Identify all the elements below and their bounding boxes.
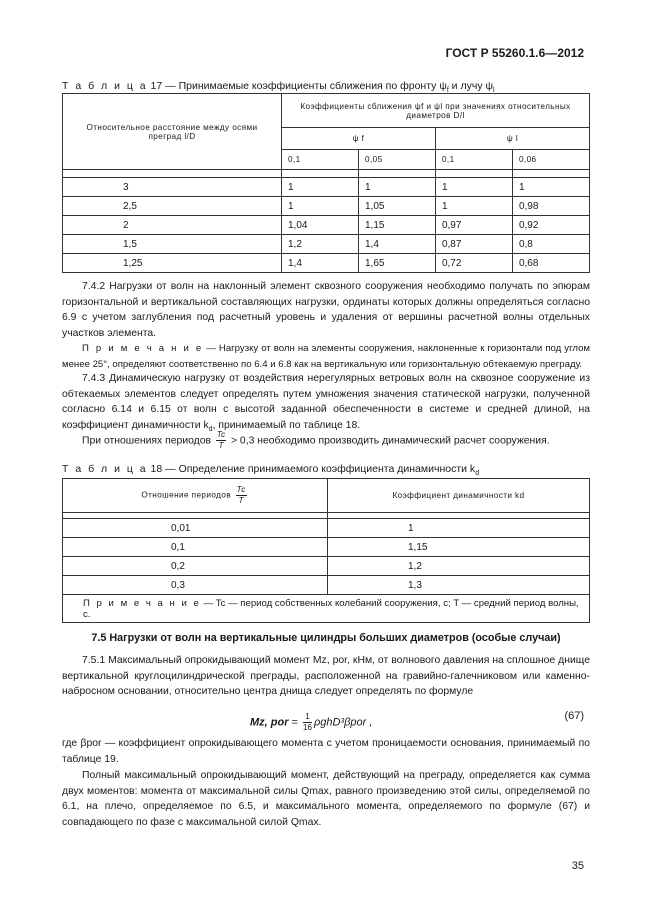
table-cell: 1,65 xyxy=(358,254,435,273)
fraction-numerator: Tc xyxy=(216,430,226,439)
table-18-note-text: — Tc — период собственных колебаний сооружения, с; T — средний период волны, с. xyxy=(83,597,579,620)
paragraph-7-4-3-sub: d xyxy=(208,425,213,433)
table-17-subheader: 0,05 xyxy=(358,150,435,170)
table-cell: 0,2 xyxy=(63,557,328,576)
table-17-caption xyxy=(62,80,495,94)
fraction-numerator: Tc xyxy=(236,485,246,494)
table-cell: 1,5 xyxy=(63,235,282,254)
table-17 xyxy=(62,93,590,273)
table-row xyxy=(63,576,590,595)
table-cell: 1,04 xyxy=(282,216,359,235)
paragraph-7-5-1: 7.5.1 Максимальный опрокидывающий момент Mz, por, кНм, от волнового давления на сплошное днище вертикальной круглоцилиндрической преграды, расположенной на гравийно-галечниковом или каменно-набросном основании, относительно центра днища следует определять по формуле xyxy=(62,655,590,697)
paragraph-7-4-3-text: 7.4.3 Динамическую нагрузку от воздействия нерегулярных ветровых волн на сквозное сооружение из обтекаемых элементов следует определять путем умножения значения статической нагрузки, полученной согласно 6.14 и 6.15 от волн с высотой заданной обеспеченности в системе и средней длиной, на коэффициент динамичности k xyxy=(62,373,590,431)
table-17-label: Т а б л и ц а xyxy=(62,80,148,92)
table-18-caption xyxy=(62,463,479,477)
formula-lhs: Mz, por xyxy=(250,716,289,729)
table-cell: 1 xyxy=(435,178,512,197)
paragraph-7-4-2: 7.4.2 Нагрузки от волн на наклонный элемент сквозного сооружения необходимо получать по эпюрам горизонтальной и вертикальной составляющих нагрузки, ординаты которых должны определяться согласно 6.9 с учетом заглубления под расчетный уровень и удаления от вершины расчетной волны отдельных участков элемента. xyxy=(62,281,590,339)
table-row xyxy=(63,519,590,538)
table-cell: 1,4 xyxy=(282,254,359,273)
period-ratio-line xyxy=(82,430,550,451)
fraction-denominator: T xyxy=(238,496,244,505)
table-row xyxy=(63,254,590,273)
period-ratio-fraction xyxy=(216,430,226,451)
table-18 xyxy=(62,478,590,623)
page-number: 35 xyxy=(571,860,584,872)
table-cell: 2 xyxy=(63,216,282,235)
table-cell: 1,2 xyxy=(282,235,359,254)
table-18-header-fraction xyxy=(236,485,247,506)
table-17-group-header: Коэффициенты сближения ψf и ψl при значениях относительных диаметров D/l xyxy=(282,94,590,128)
table-row xyxy=(63,557,590,576)
formula-where-clause: где βpor — коэффициент опрокидывающего момента с учетом проницаемости основания, принимаемый по таблице 19. xyxy=(62,738,590,765)
table-row xyxy=(63,235,590,254)
table-17-subheader: 0,06 xyxy=(512,150,589,170)
table-cell: 1 xyxy=(328,519,590,538)
table-cell: 1,3 xyxy=(328,576,590,595)
table-cell: 0,92 xyxy=(512,216,589,235)
paragraph-full-moment: Полный максимальный опрокидывающий момент, действующий на преграду, определяется как сумма двух моментов: момента от максимальной силы Qmax, равного произведению этой силы, определяемой по 6.1, на плечо, определяемое по 6.5, и максимального момента, определяемого по формуле (67) и совпадающего по фазе с максимальной силой Qmax. xyxy=(62,770,590,828)
table-cell: 0,98 xyxy=(512,197,589,216)
table-17-title-mid: и лучу ψ xyxy=(448,80,493,92)
fraction-numerator: 1 xyxy=(303,712,312,723)
table-18-title-sub: d xyxy=(475,470,480,478)
table-cell: 0,8 xyxy=(512,235,589,254)
table-row xyxy=(63,197,590,216)
table-row xyxy=(63,216,590,235)
table-cell: 1,05 xyxy=(358,197,435,216)
paragraph-7-4-3 xyxy=(62,371,590,437)
formula-eq: = xyxy=(288,716,302,729)
table-18-right-header: Коэффициент динамичности kd xyxy=(328,479,590,513)
table-cell: 1 xyxy=(282,197,359,216)
table-18-number: 18 xyxy=(150,463,163,475)
table-18-note-label: П р и м е ч а н и е xyxy=(83,597,201,609)
fraction-denominator: 16 xyxy=(303,723,312,732)
table-cell: 3 xyxy=(63,178,282,197)
table-cell: 1 xyxy=(512,178,589,197)
table-18-label: Т а б л и ц а xyxy=(62,463,148,475)
table-17-subheader: 0,1 xyxy=(282,150,359,170)
period-ratio-text: При отношениях периодов xyxy=(82,435,212,447)
table-cell: 0,97 xyxy=(435,216,512,235)
table-17-subheader: 0,1 xyxy=(435,150,512,170)
table-18-left-header xyxy=(63,479,328,513)
formula-fraction xyxy=(303,712,312,733)
table-17-title-main: — Принимаемые коэффициенты сближения по фронту ψ xyxy=(162,80,447,92)
table-row xyxy=(63,178,590,197)
section-7-5-heading: 7.5 Нагрузки от волн на вертикальные цилиндры больших диаметров (особые случаи) xyxy=(91,632,561,644)
table-cell: 0,3 xyxy=(63,576,328,595)
formula-number: (67) xyxy=(564,710,584,722)
table-cell: 0,01 xyxy=(63,519,328,538)
formula-67 xyxy=(250,712,372,733)
table-cell: 1,15 xyxy=(358,216,435,235)
table-17-rowlabel-header: Относительное расстояние между осями преград l/D xyxy=(63,94,282,170)
table-17-psi-l-header: ψ l xyxy=(435,128,589,150)
table-cell: 1,4 xyxy=(358,235,435,254)
table-cell: 1 xyxy=(282,178,359,197)
table-17-psi-f-header: ψ f xyxy=(282,128,436,150)
note-7-4-2 xyxy=(62,341,590,372)
table-row xyxy=(63,538,590,557)
table-cell: 1,25 xyxy=(63,254,282,273)
table-17-title-sub-l: l xyxy=(492,87,495,95)
table-cell: 1,2 xyxy=(328,557,590,576)
table-17-number: 17 xyxy=(150,80,163,92)
paragraph-7-4-3-tail: , принимаемый по таблице 18. xyxy=(212,419,361,431)
formula-rhs: ρghD³βpor , xyxy=(313,716,373,729)
note-text: — Нагрузку от волн на элементы сооружения, наклоненные к горизонтали под углом менее 25°, определяют соответственно по 6.4 и 6.8 как на вертикальную или горизонтальную обтекаемую преграду. xyxy=(62,343,590,370)
table-18-title: — Определение принимаемого коэффициента динамичности k xyxy=(162,463,476,475)
table-cell: 1 xyxy=(358,178,435,197)
table-cell: 1,15 xyxy=(328,538,590,557)
table-cell: 1 xyxy=(435,197,512,216)
table-18-note xyxy=(63,595,590,623)
note-label: П р и м е ч а н и е xyxy=(82,343,204,354)
table-17-title-sub-f: f xyxy=(446,87,449,95)
table-cell: 0,68 xyxy=(512,254,589,273)
table-18-left-header-text: Отношение периодов xyxy=(141,490,231,500)
table-cell: 0,72 xyxy=(435,254,512,273)
table-cell: 2,5 xyxy=(63,197,282,216)
fraction-denominator: T xyxy=(218,441,224,450)
document-header: ГОСТ Р 55260.1.6—2012 xyxy=(445,46,584,60)
table-cell: 0,1 xyxy=(63,538,328,557)
table-cell: 0,87 xyxy=(435,235,512,254)
period-ratio-tail: > 0,3 необходимо производить динамический расчет сооружения. xyxy=(230,435,550,447)
